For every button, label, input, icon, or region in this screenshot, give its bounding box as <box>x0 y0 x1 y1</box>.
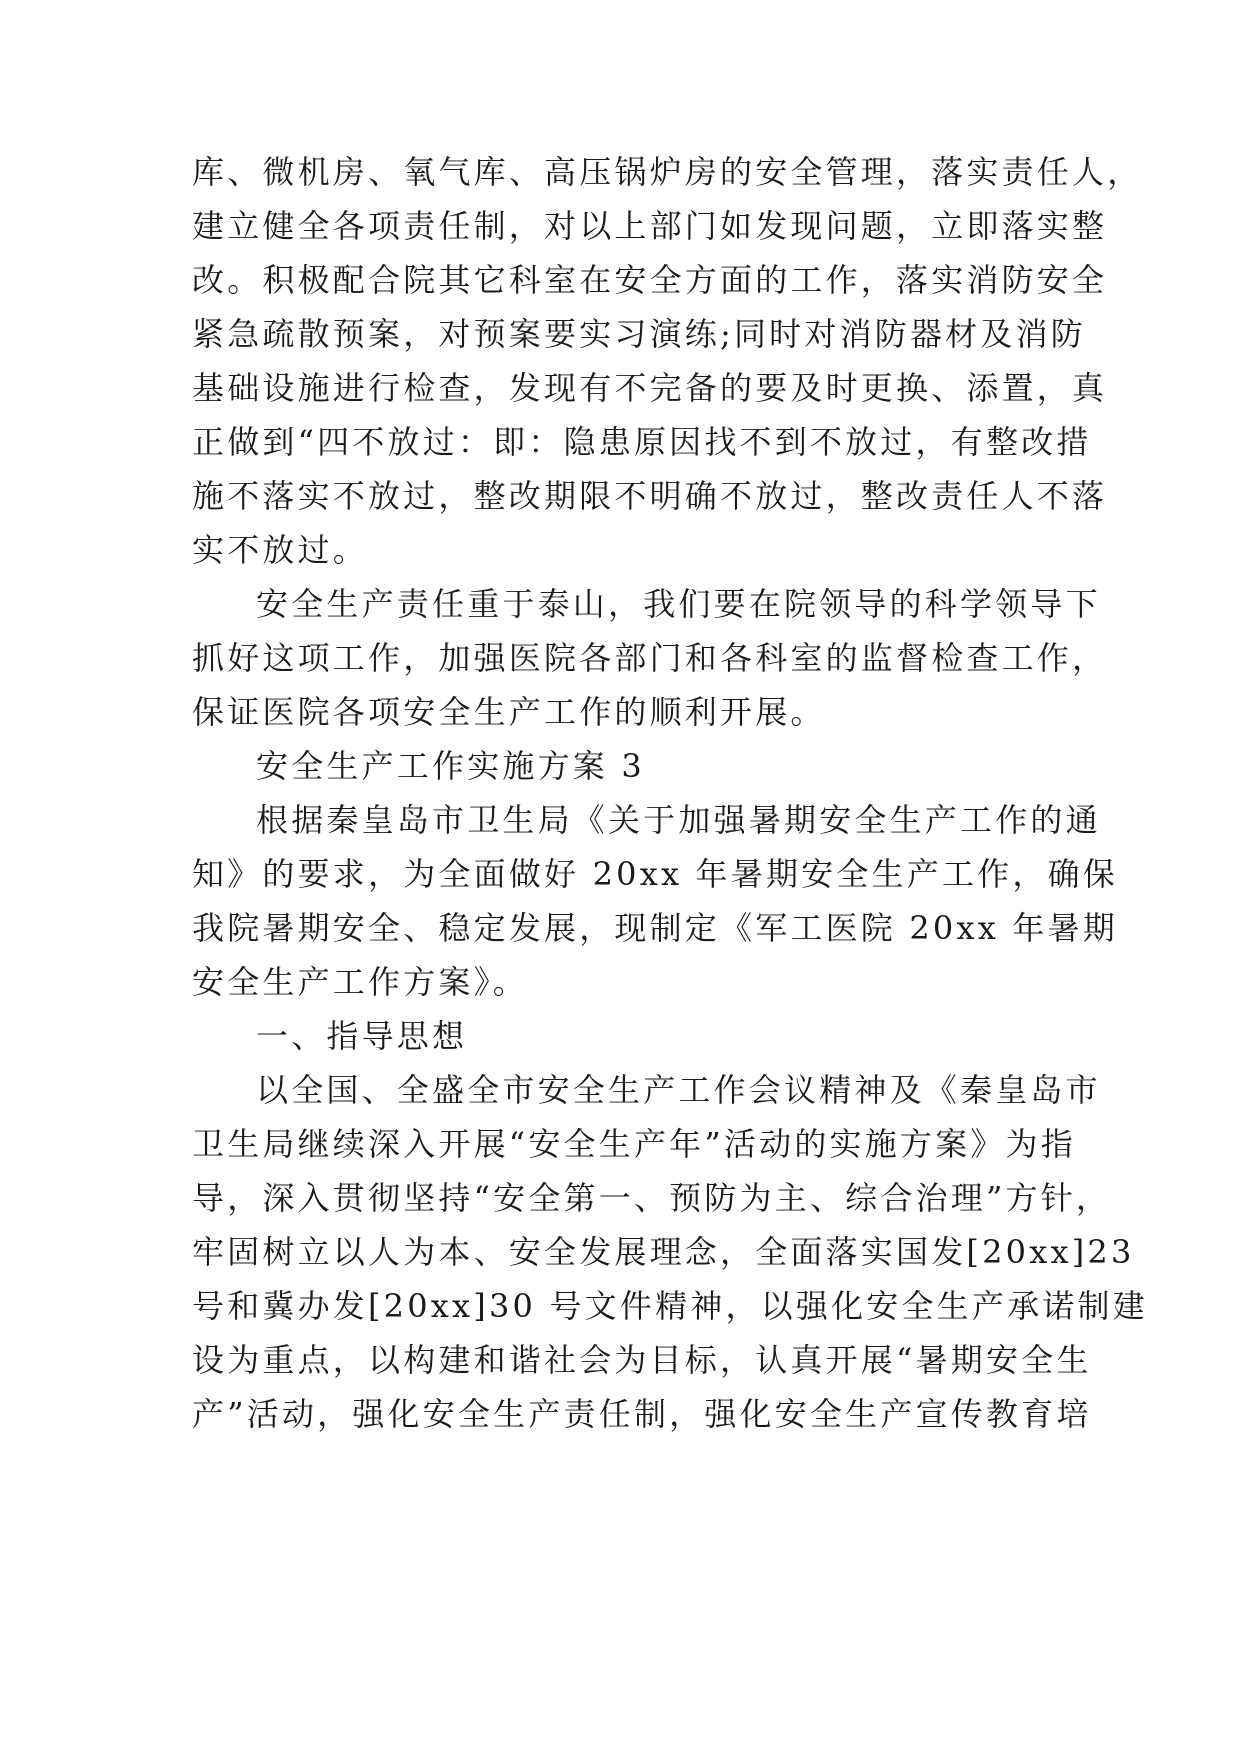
paragraph-first-line: 安全生产责任重于泰山，我们要在院领导的科学领导下 <box>256 585 1101 623</box>
section-heading: 安全生产工作实施方案 3 <box>256 747 645 785</box>
text-line: 卫生局继续深入开展“安全生产年”活动的实施方案》为指 <box>192 1125 1076 1163</box>
text-line: 号和冀办发[20xx]30 号文件精神，以强化安全生产承诺制建 <box>192 1287 1148 1325</box>
text-line: 导，深入贯彻坚持“安全第一、预防为主、综合治理”方针， <box>192 1179 1112 1217</box>
subsection-heading: 一、指导思想 <box>256 1017 468 1055</box>
text-line: 设为重点，以构建和谐社会为目标，认真开展“暑期安全生 <box>192 1341 1092 1379</box>
text-line: 正做到“四不放过：即：隐患原因找不到不放过，有整改措 <box>192 423 1092 461</box>
text-line: 保证医院各项安全生产工作的顺利开展。 <box>192 693 826 731</box>
paragraph-first-line: 以全国、全盛全市安全生产工作会议精神及《秦皇岛市 <box>256 1071 1101 1109</box>
text-line: 施不落实不放过，整改期限不明确不放过，整改责任人不落 <box>192 477 1108 515</box>
text-line: 实不放过。 <box>192 531 369 569</box>
text-line: 抓好这项工作，加强医院各部门和各科室的监督检查工作， <box>192 639 1108 677</box>
text-line: 知》的要求，为全面做好 20xx 年暑期安全生产工作，确保 <box>192 855 1118 893</box>
paragraph-first-line: 根据秦皇岛市卫生局《关于加强暑期安全生产工作的通 <box>256 801 1101 839</box>
text-line: 库、微机房、氧气库、高压锅炉房的安全管理，落实责任人， <box>192 153 1143 191</box>
text-line: 建立健全各项责任制，对以上部门如发现问题，立即落实整 <box>192 207 1108 245</box>
text-line: 改。积极配合院其它科室在安全方面的工作，落实消防安全 <box>192 261 1108 299</box>
text-line: 我院暑期安全、稳定发展，现制定《军工医院 20xx 年暑期 <box>192 909 1118 947</box>
text-line: 产”活动，强化安全生产责任制，强化安全生产宣传教育培 <box>192 1395 1092 1433</box>
text-line: 基础设施进行检查，发现有不完备的要及时更换、添置，真 <box>192 369 1108 407</box>
text-line: 安全生产工作方案》。 <box>192 963 529 1001</box>
text-line: 紧急疏散预案，对预案要实习演练;同时对消防器材及消防 <box>192 315 1086 353</box>
text-line: 牢固树立以人为本、安全发展理念，全面落实国发[20xx]23 <box>192 1233 1135 1271</box>
